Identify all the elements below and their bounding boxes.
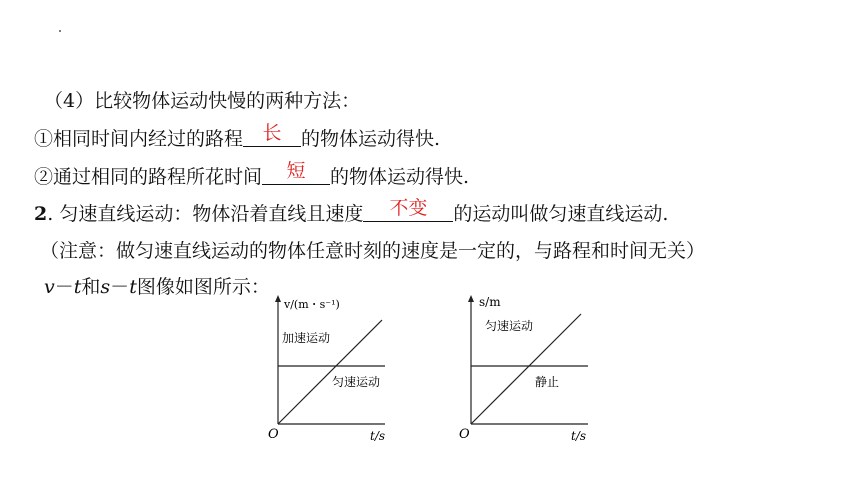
definition-line — [34, 199, 668, 226]
method-2-suffix: 的物体运动得快. — [330, 166, 470, 188]
st-label-rest: 静止 — [535, 375, 560, 389]
and-word: 和 — [81, 276, 101, 298]
definition-prefix: . 匀速直线运动：物体沿着直线且速度 — [47, 203, 364, 225]
method-1-suffix: 的物体运动得快. — [301, 128, 441, 150]
vt-y-arrow — [275, 295, 281, 302]
symbol-t-1: t — [73, 276, 82, 298]
answer-2: 短 — [286, 160, 306, 182]
vt-graph — [252, 294, 392, 444]
vt-label-uniform: 匀速运动 — [332, 375, 381, 389]
method-2-prefix: ②通过相同的路程所花时间 — [34, 166, 263, 188]
item-number: 2 — [34, 203, 48, 225]
st-ylabel: s/m — [479, 295, 501, 309]
note-line: （注意：做匀速直线运动的物体任意时刻的速度是一定的，与路程和时间无关） — [40, 240, 706, 262]
answer-blank-1 — [243, 124, 301, 147]
answer-1: 长 — [262, 122, 282, 144]
st-graph — [455, 294, 595, 444]
method-1-prefix: ①相同时间内经过的路程 — [34, 128, 244, 150]
vt-ylabel: v/(m・s⁻¹) — [284, 298, 340, 311]
symbol-t-2: t — [129, 276, 137, 298]
st-xlabel: t/s — [571, 429, 587, 443]
graph-intro-rest: 图像如图所示： — [136, 276, 270, 298]
corner-mark — [58, 18, 62, 22]
vt-label-accel: 加速运动 — [282, 331, 331, 345]
answer-blank-2 — [262, 162, 330, 185]
answer-3: 不变 — [389, 197, 428, 219]
st-label-uniform: 匀速运动 — [485, 319, 534, 333]
vt-xlabel: t/s — [370, 429, 386, 443]
st-origin: O — [459, 427, 470, 442]
method-1-line — [34, 124, 440, 151]
symbol-v: v — [44, 276, 55, 298]
st-y-arrow — [468, 295, 474, 302]
dash-2: － — [110, 276, 130, 298]
method-heading: （4）比较物体运动快慢的两种方法： — [44, 90, 361, 112]
dash-1: － — [54, 276, 74, 298]
method-2-line — [34, 162, 469, 189]
symbol-s: s — [100, 276, 111, 298]
vt-origin: O — [268, 427, 279, 442]
graph-intro-line — [44, 272, 270, 299]
answer-blank-3 — [363, 199, 453, 222]
definition-suffix: 的运动叫做匀速直线运动. — [453, 203, 669, 225]
